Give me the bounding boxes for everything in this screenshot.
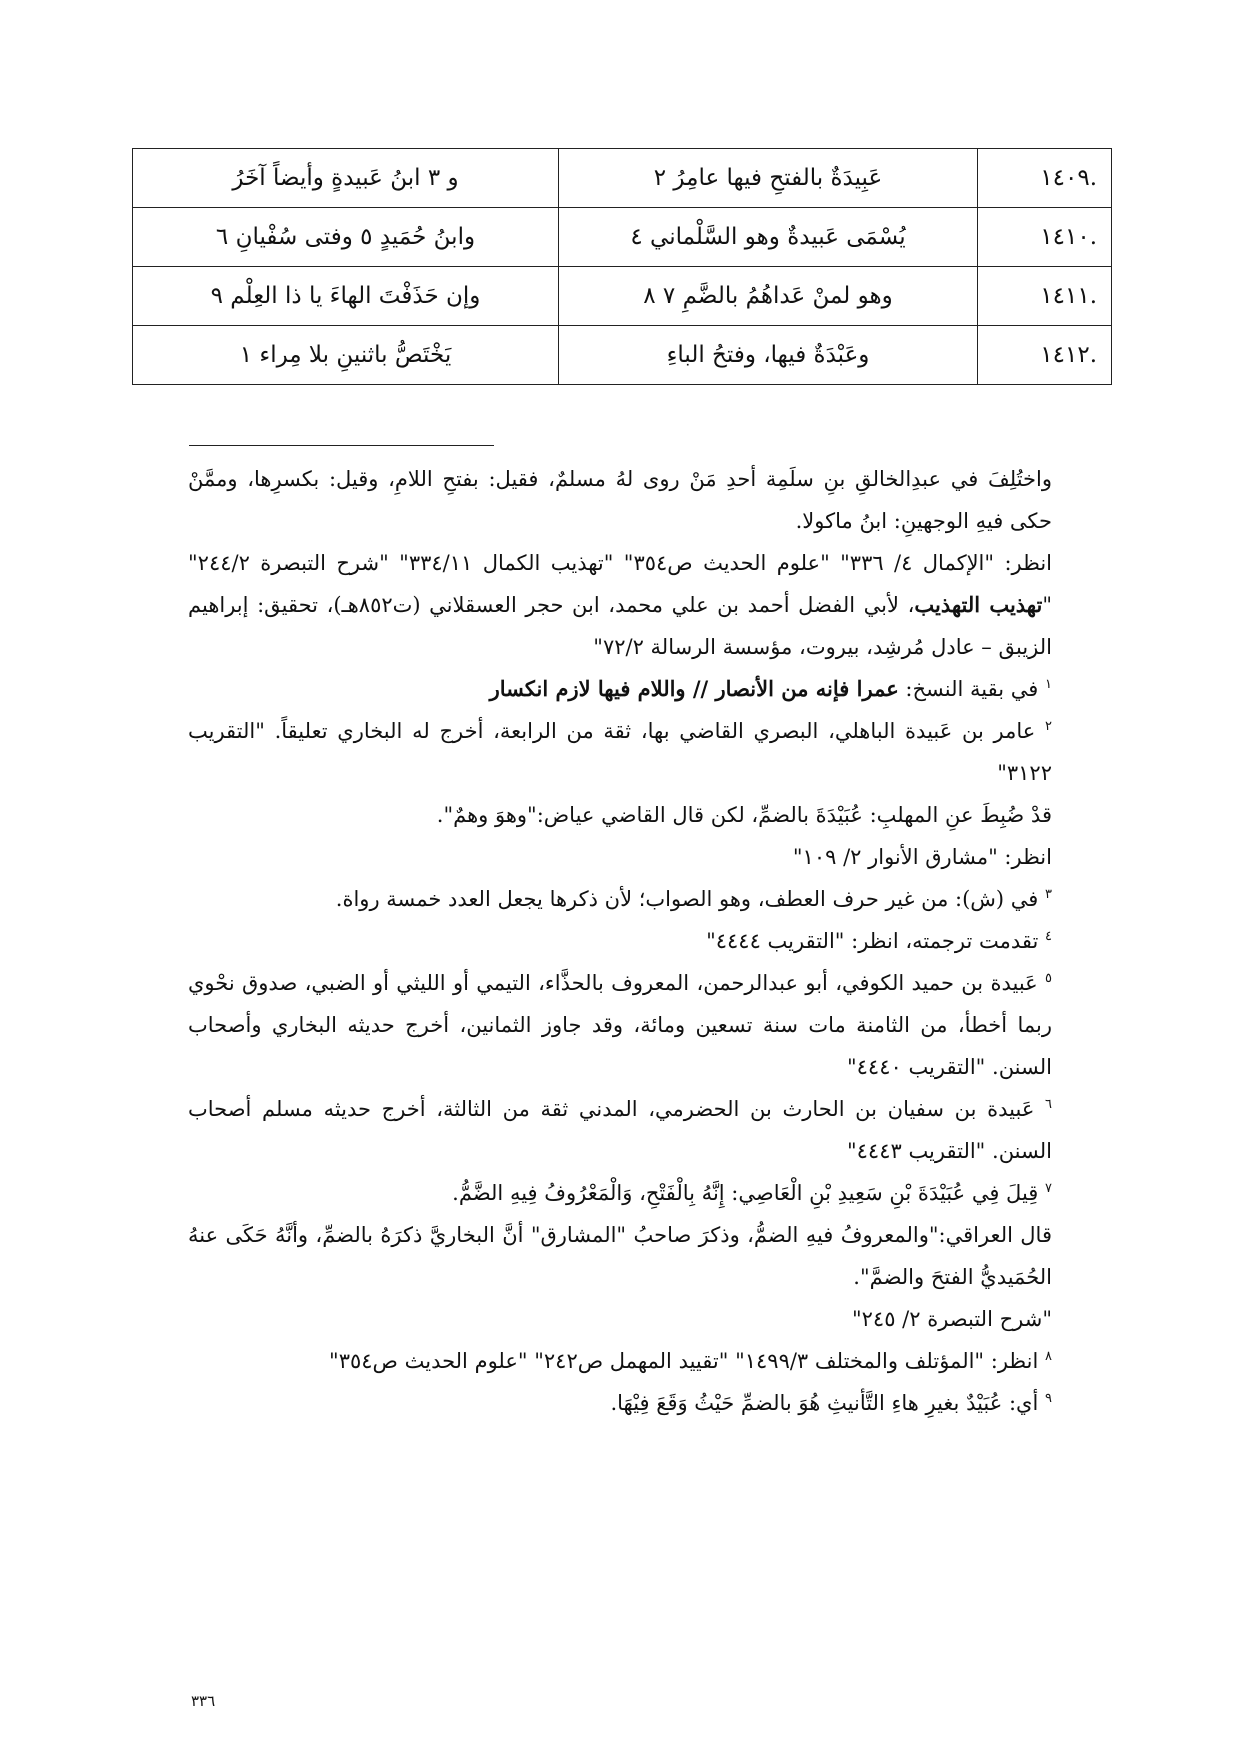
note-paragraph: قال العراقي:"والمعروفُ فيهِ الضمُّ، وذكرَ صاحبُ "المشارق" أنَّ البخاريَّ ذكرَهُ بالضمِّ، وأنَّهُ حَكَى عنهُ الحُمَيديُّ الفتحَ والضمَّ". [188,1223,1052,1289]
note-text: انظر: "المؤتلف والمختلف ١٤٩٩/٣" "تقييد المهمل ص٢٤٢" "علوم الحديث ص٣٥٤" [329,1349,1039,1373]
footnote-marker: ٥ [1045,971,1052,986]
note-text: تقدمت ترجمته، انظر: "التقريب ٤٤٤٤" [706,929,1039,953]
verse-second-hemistich: يَخْتَصُّ باثنينِ بلا مِراء ١ [133,326,559,385]
footnote-2 [188,710,1052,794]
footnote-marker: ١ [1045,677,1052,692]
verse-number: .١٤١٢ [978,326,1112,385]
footnote-marker: ٢ [1045,719,1052,734]
note-paragraph [188,542,1052,668]
footnote-marker: ٦ [1045,1097,1052,1112]
verse-row [133,208,1112,267]
note-text: عامر بن عَبيدة الباهلي، البصري القاضي بها، ثقة من الرابعة، أخرج له البخاري تعليقاً. "التقريب ٣١٢٢" [188,719,1052,785]
note-text: في (ش): من غير حرف العطف، وهو الصواب؛ لأن ذكرها يجعل العدد خمسة رواة. [335,887,1039,911]
footnote-marker: ٤ [1045,929,1052,944]
verse-first-hemistich: عَبِيدَةٌ بالفتحِ فيها عامِرُ ٢ [559,149,978,208]
footnote-5 [188,962,1052,1088]
verse-number: .١٤٠٩ [978,149,1112,208]
verses-table [132,148,1112,385]
verse-row [133,326,1112,385]
note-text: في بقية النسخ: [898,677,1039,701]
footnote-marker: ٧ [1045,1181,1052,1196]
verse-first-hemistich: وهو لمنْ عَداهُمُ بالضَّمِ ٧ ٨ [559,267,978,326]
footnote-separator [189,445,494,446]
footnote-marker: ٣ [1045,887,1052,902]
footnote-1 [188,668,1052,710]
verse-number: .١٤١١ [978,267,1112,326]
note-text: قِيلَ فِي عُبَيْدَةَ بْنِ سَعِيدِ بْنِ الْعَاصِي: إِنَّهُ بِالْفَتْحِ، وَالْمَعْرُوفُ فِيهِ الضَّمُّ. [452,1181,1039,1205]
verse-second-hemistich: وإن حَذَفْتَ الهاءَ يا ذا العِلْم ٩ [133,267,559,326]
footnote-4 [188,920,1052,962]
verse-first-hemistich: يُسْمَى عَبيدةٌ وهو السَّلْماني ٤ [559,208,978,267]
footnote-3 [188,878,1052,920]
verse-second-hemistich: وابنُ حُمَيدٍ ٥ وفتى سُفْيانِ ٦ [133,208,559,267]
footnote-marker: ٨ [1045,1349,1052,1364]
note-bold: عمرا فإنه من الأنصار // واللام فيها لازم انكسار [489,676,899,701]
verse-row [133,149,1112,208]
page-number: ٣٣٦ [191,1692,216,1710]
footnote-7 [188,1172,1052,1214]
verse-first-hemistich: وعَبْدَةٌ فيها، وفتحُ الباءِ [559,326,978,385]
note-paragraph: قدْ ضُبِطَ عنِ المهلبِ: عُبَيْدَةَ بالضمِّ، لكن قال القاضي عياض:"وهوَ وهمٌ". [436,803,1052,827]
note-text: انظر: "الإكمال ٤/ ٣٣٦" "علوم الحديث ص٣٥٤" "تهذيب الكمال ٣٣٤/١١" "شرح التبصرة ٢٤٤/٢" " [188,551,1053,617]
note-text: عَبيدة بن سفيان بن الحارث بن الحضرمي، المدني ثقة من الثالثة، أخرج حديثه مسلم أصحاب السنن. "التقريب ٤٤٤٣" [188,1097,1052,1163]
note-paragraph: "شرح التبصرة ٢/ ٢٤٥" [851,1307,1052,1331]
note-bold: تهذيب التهذيب [914,592,1043,617]
footnote-9 [188,1382,1052,1424]
footnote-8 [188,1340,1052,1382]
footnote-6 [188,1088,1052,1172]
note-paragraph: انظر: "مشارق الأنوار ٢/ ١٠٩" [792,845,1052,869]
verse-number: .١٤١٠ [978,208,1112,267]
note-text: عَبيدة بن حميد الكوفي، أبو عبدالرحمن، المعروف بالحذَّاء، التيمي أو الليثي أو الضبي، صدوق نحْوي ربما أخطأ، من الثامنة مات سنة تسعين ومائة، وقد جاوز الثمانين، أخرج حديثه البخاري وأصحاب السنن. "التقريب ٤٤٤٠" [188,971,1052,1079]
note-paragraph: واختُلِفَ في عبدِالخالقِ بنِ سلَمِة أحدِ مَنْ روى لهُ مسلمٌ، فقيل: بفتحِ اللامِ، وقيل: بكسرِها، وممَّنْ حكى فيهِ الوجهينِ: ابنُ ماكولا. [188,467,1052,533]
verse-row [133,267,1112,326]
verse-second-hemistich: و ٣ ابنُ عَبيدةٍ وأيضاً آخَرُ [133,149,559,208]
footnotes [188,458,1052,1424]
footnote-marker: ٩ [1045,1391,1052,1406]
note-text: ، لأبي الفضل أحمد بن علي محمد، ابن حجر العسقلاني (ت٨٥٢هـ)، تحقيق: إبراهيم الزيبق – عادل مُرشِد، بيروت، مؤسسة الرسالة ٧٢/٢" [188,593,1052,659]
note-text: أي: عُبَيْدٌ بغيرِ هاءِ التَّأنيثِ هُوَ بالضمِّ حَيْثُ وَقَعَ فِيْهَا. [610,1391,1039,1415]
